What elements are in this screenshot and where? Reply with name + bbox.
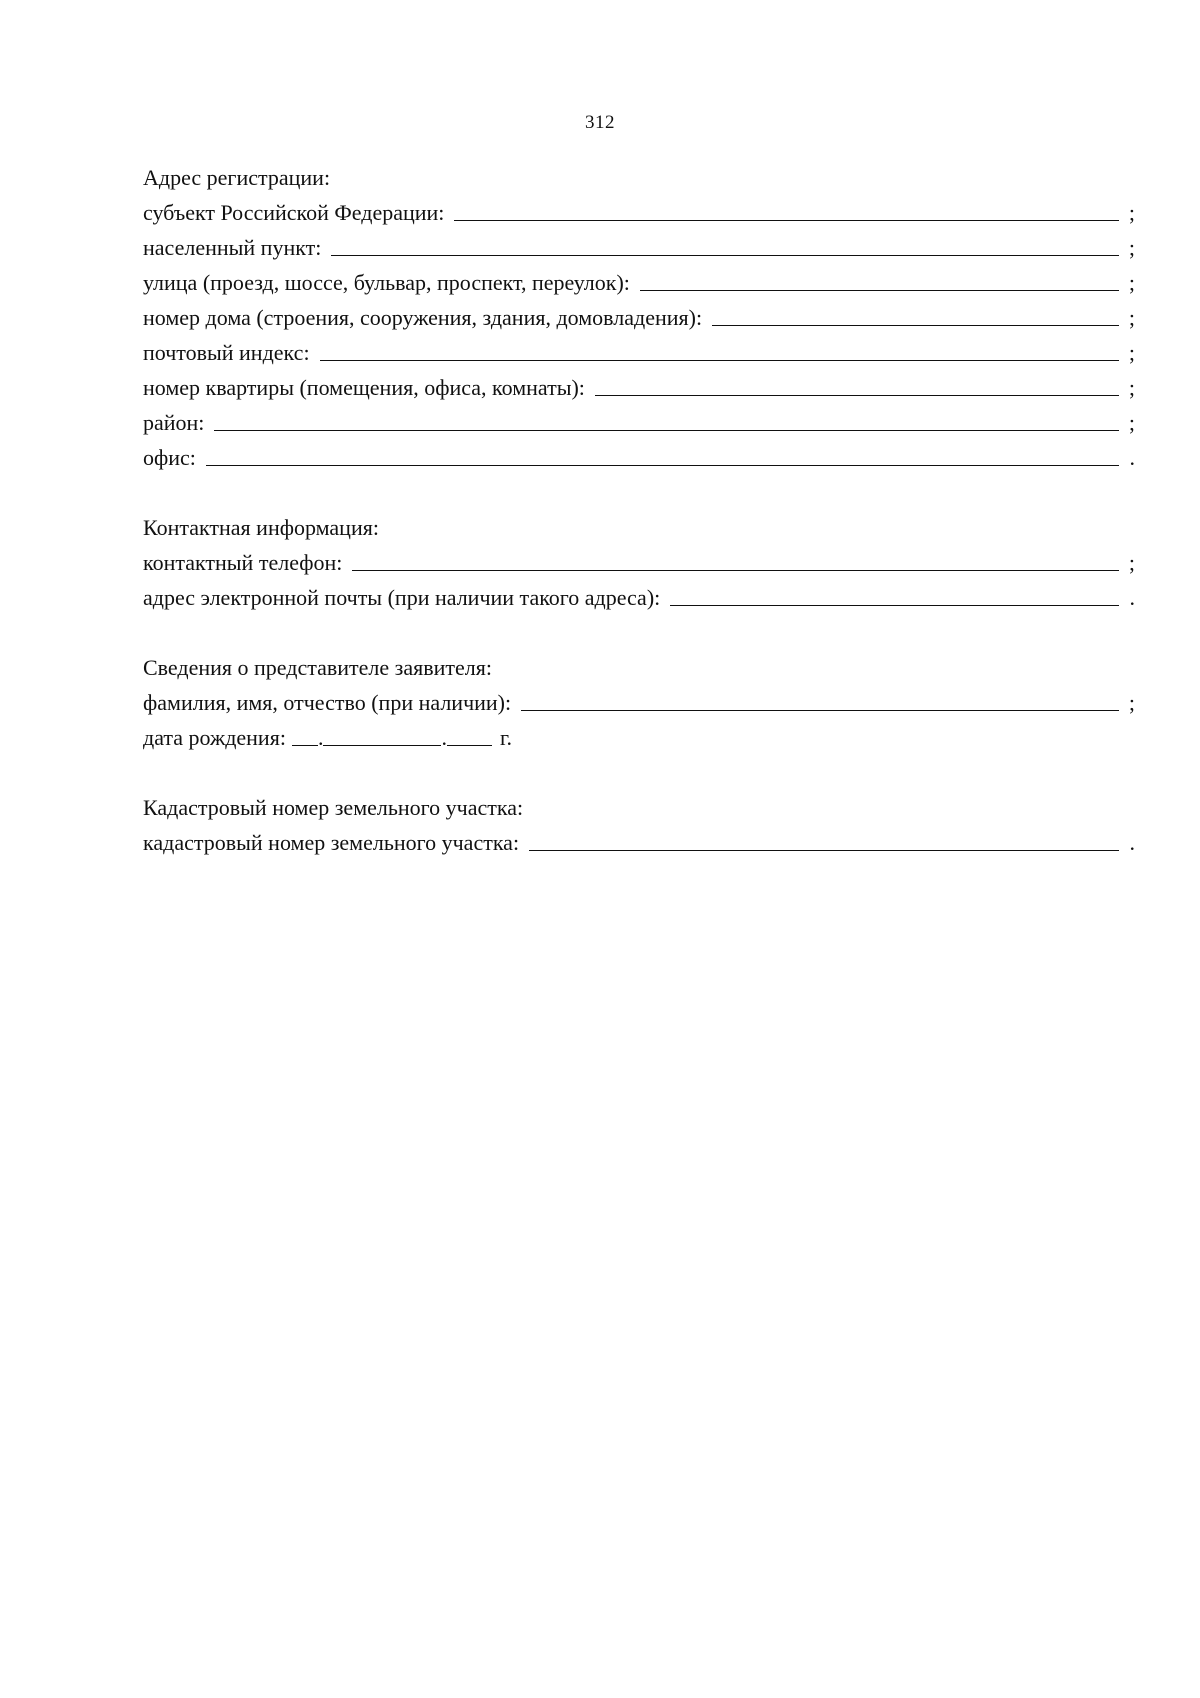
field-punctuation: ; [1128,200,1135,225]
field-label: номер дома (строения, сооружения, здания, домовладения): [143,305,703,330]
field-label: контактный телефон: [143,550,343,575]
field-subject-rf [143,195,1135,230]
field-punctuation: ; [1128,235,1135,260]
field-punctuation: . [1129,445,1135,470]
field-phone [143,545,1135,580]
fill-in-line[interactable] [206,465,1119,466]
section-contact-info [143,510,1135,615]
field-punctuation: ; [1128,550,1135,575]
field-full-name [143,685,1135,720]
fill-in-line[interactable] [670,605,1119,606]
field-label: почтовый индекс: [143,340,310,365]
field-label: населенный пункт: [143,235,322,260]
fill-in-line[interactable] [640,290,1119,291]
field-apartment [143,370,1135,405]
field-cadastral-number [143,825,1135,860]
section-registration-address [143,160,1135,475]
fill-in-line[interactable] [352,570,1119,571]
birth-year-blank[interactable] [447,745,492,746]
field-label: улица (проезд, шоссе, бульвар, проспект, переулок): [143,270,630,295]
field-label: дата рождения: [143,725,286,750]
fill-in-line[interactable] [454,220,1119,221]
field-punctuation: . [1129,830,1135,855]
birth-day-blank[interactable] [292,745,318,746]
fill-in-line[interactable] [529,850,1119,851]
field-punctuation: ; [1128,340,1135,365]
field-label: офис: [143,445,196,470]
page-number: 312 [585,112,615,133]
field-office [143,440,1135,475]
section-title: Адрес регистрации: [143,165,331,190]
field-label: кадастровый номер земельного участка: [143,830,520,855]
field-email [143,580,1135,615]
form-content [143,160,1135,895]
field-punctuation: ; [1128,410,1135,435]
field-label: адрес электронной почты (при наличии такого адреса): [143,585,661,610]
field-label: район: [143,410,205,435]
section-title: Кадастровый номер земельного участка: [143,795,524,820]
field-punctuation: ; [1128,375,1135,400]
field-postal-code [143,335,1135,370]
date-separator: . [317,725,324,750]
section-cadastral [143,790,1135,860]
field-label: субъект Российской Федерации: [143,200,445,225]
field-house-number [143,300,1135,335]
fill-in-line[interactable] [712,325,1119,326]
fill-in-line[interactable] [320,360,1119,361]
birth-month-blank[interactable] [323,745,441,746]
fill-in-line[interactable] [214,430,1119,431]
section-title: Сведения о представителе заявителя: [143,655,492,680]
field-district [143,405,1135,440]
field-punctuation: ; [1128,305,1135,330]
section-representative [143,650,1135,755]
fill-in-line[interactable] [595,395,1119,396]
year-suffix: г. [499,725,512,750]
section-title: Контактная информация: [143,515,379,540]
field-street [143,265,1135,300]
field-label: фамилия, имя, отчество (при наличии): [143,690,512,715]
date-separator: . [441,725,447,750]
fill-in-line[interactable] [521,710,1119,711]
field-settlement [143,230,1135,265]
field-punctuation: . [1129,585,1135,610]
fill-in-line[interactable] [331,255,1119,256]
field-label: номер квартиры (помещения, офиса, комнаты): [143,375,585,400]
field-birth-date [143,720,1135,755]
field-punctuation: ; [1128,690,1135,715]
field-punctuation: ; [1128,270,1135,295]
